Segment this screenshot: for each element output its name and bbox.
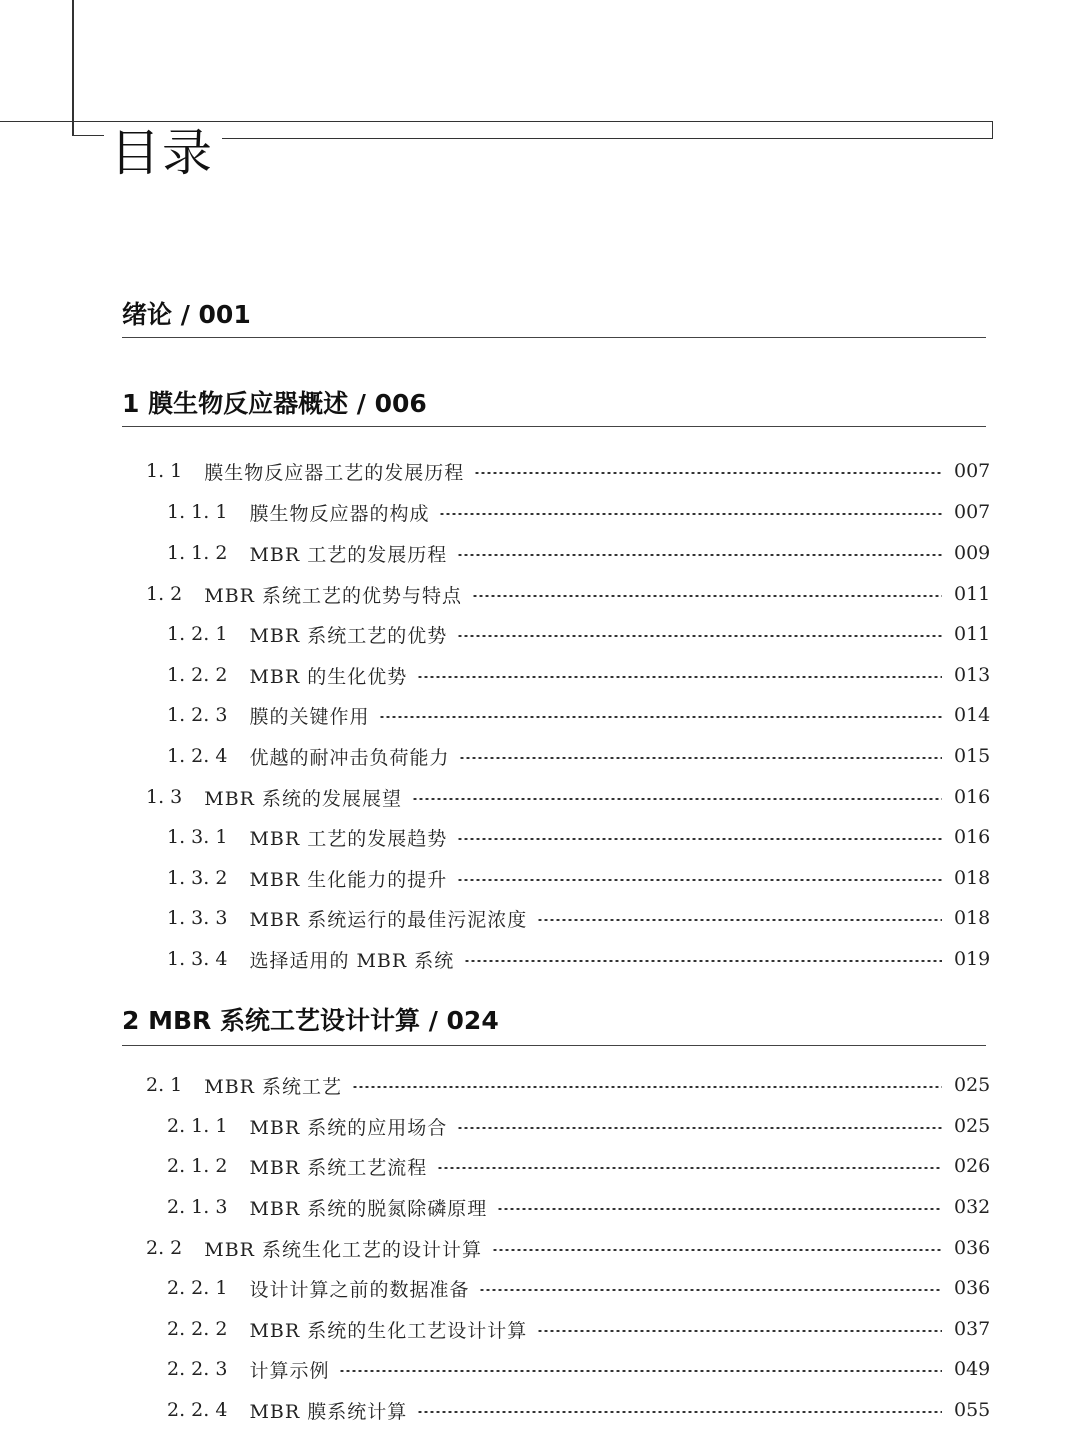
toc-entry-title: MBR 系统工艺的优势与特点 — [204, 584, 463, 607]
toc-entry[interactable] — [167, 619, 991, 649]
toc-entry-number: 1. 2 — [146, 583, 183, 605]
toc-entry-page: 007 — [954, 460, 991, 482]
toc-entry[interactable] — [146, 782, 991, 812]
dot-leader — [492, 1249, 942, 1251]
dot-leader — [412, 798, 942, 800]
toc-entry-number: 1. 1. 1 — [167, 501, 228, 523]
toc-entry-number: 1. 2. 4 — [167, 745, 228, 767]
toc-entry[interactable] — [167, 944, 991, 974]
dot-leader — [497, 1208, 942, 1210]
dot-leader — [537, 1330, 942, 1332]
toc-entry-title: 选择适用的 MBR 系统 — [249, 949, 455, 972]
toc-entry-page: 026 — [954, 1155, 991, 1177]
toc-entry[interactable] — [167, 822, 991, 852]
toc-entry-number: 1. 3. 2 — [167, 867, 228, 889]
toc-entry-title: 设计计算之前的数据准备 — [249, 1278, 470, 1301]
toc-entry-number: 1. 3. 1 — [167, 826, 228, 848]
toc-entry[interactable] — [167, 1192, 991, 1222]
toc-entry-page: 018 — [954, 867, 991, 889]
toc-entry-page: 036 — [954, 1277, 991, 1299]
toc-entry-number: 1. 1. 2 — [167, 542, 228, 564]
toc-entry-page: 016 — [954, 786, 991, 808]
toc-entry-title: MBR 系统工艺流程 — [249, 1156, 428, 1179]
toc-entry-title: MBR 系统工艺 — [204, 1075, 343, 1098]
toc-entry-number: 2. 2. 4 — [167, 1399, 228, 1421]
toc-entry-page: 007 — [954, 501, 991, 523]
toc-entry-title: MBR 膜系统计算 — [249, 1400, 408, 1423]
toc-entry-page: 014 — [954, 704, 991, 726]
dot-leader — [379, 716, 942, 718]
toc-entry[interactable] — [146, 456, 991, 486]
toc-entry-page: 016 — [954, 826, 991, 848]
dot-leader — [457, 1127, 942, 1129]
frame-right-tick — [992, 121, 993, 138]
toc-entry[interactable] — [167, 741, 991, 771]
dot-leader — [464, 960, 942, 962]
dot-leader — [474, 472, 942, 474]
toc-entry-number: 2. 1. 3 — [167, 1196, 228, 1218]
toc-entry-title: 膜生物反应器的构成 — [249, 502, 430, 525]
toc-entry[interactable] — [167, 538, 991, 568]
dot-leader — [417, 676, 942, 678]
toc-entry-page: 019 — [954, 948, 991, 970]
dot-leader — [457, 635, 942, 637]
dot-leader — [339, 1370, 942, 1372]
toc-entry-number: 1. 1 — [146, 460, 183, 482]
dot-leader — [457, 554, 942, 556]
toc-entry-title: 膜生物反应器工艺的发展历程 — [204, 461, 465, 484]
toc-entry[interactable] — [167, 1314, 991, 1344]
toc-entry-page: 049 — [954, 1358, 991, 1380]
toc-entry-number: 2. 1 — [146, 1074, 183, 1096]
toc-entry-page: 055 — [954, 1399, 991, 1421]
toc-entry-page: 032 — [954, 1196, 991, 1218]
toc-entry-number: 1. 2. 2 — [167, 664, 228, 686]
toc-entry-page: 011 — [954, 623, 991, 645]
section-rule — [122, 1045, 986, 1046]
toc-entry-title: MBR 系统生化工艺的设计计算 — [204, 1238, 483, 1261]
toc-entry-title: MBR 系统的生化工艺设计计算 — [249, 1319, 528, 1342]
toc-entry-title: MBR 系统工艺的优势 — [249, 624, 448, 647]
title-rule-right — [222, 138, 993, 139]
toc-entry-page: 025 — [954, 1074, 991, 1096]
dot-leader — [457, 879, 942, 881]
dot-leader — [437, 1167, 942, 1169]
dot-leader — [439, 513, 942, 515]
toc-entry-page: 036 — [954, 1237, 991, 1259]
toc-entry-number: 2. 1. 1 — [167, 1115, 228, 1137]
frame-vertical-rule — [72, 0, 74, 135]
page-title: 目录 — [110, 124, 214, 182]
toc-entry[interactable] — [167, 1354, 991, 1384]
toc-entry[interactable] — [146, 579, 991, 609]
toc-entry-title: 优越的耐冲击负荷能力 — [249, 746, 450, 769]
section-rule — [122, 337, 986, 338]
toc-entry-title: MBR 生化能力的提升 — [249, 868, 448, 891]
toc-entry-number: 1. 2. 3 — [167, 704, 228, 726]
toc-entry-number: 2. 2 — [146, 1237, 183, 1259]
toc-entry[interactable] — [167, 1273, 991, 1303]
toc-entry-page: 018 — [954, 907, 991, 929]
toc-entry[interactable] — [146, 1233, 991, 1263]
dot-leader — [479, 1289, 942, 1291]
toc-entry-number: 2. 2. 3 — [167, 1358, 228, 1380]
toc-entry-title: MBR 系统的应用场合 — [249, 1116, 448, 1139]
dot-leader — [537, 919, 942, 921]
section-heading-chapter-1[interactable]: 1 膜生物反应器概述 / 006 — [122, 389, 427, 418]
toc-entry-number: 1. 3 — [146, 786, 183, 808]
toc-entry-page: 011 — [954, 583, 991, 605]
toc-entry-number: 2. 1. 2 — [167, 1155, 228, 1177]
toc-entry[interactable] — [167, 497, 991, 527]
toc-entry-page: 015 — [954, 745, 991, 767]
toc-entry-number: 2. 2. 1 — [167, 1277, 228, 1299]
toc-entry[interactable] — [146, 1070, 991, 1100]
dot-leader — [459, 757, 942, 759]
dot-leader — [457, 838, 942, 840]
toc-entry-number: 1. 3. 3 — [167, 907, 228, 929]
toc-entry[interactable] — [167, 1151, 991, 1181]
toc-entry[interactable] — [167, 903, 991, 933]
toc-entry-number: 1. 3. 4 — [167, 948, 228, 970]
section-heading-chapter-2[interactable]: 2 MBR 系统工艺设计计算 / 024 — [122, 1006, 499, 1035]
toc-entry-title: 计算示例 — [249, 1359, 330, 1382]
toc-entry[interactable] — [167, 660, 991, 690]
section-rule — [122, 426, 986, 427]
toc-entry[interactable] — [167, 1395, 991, 1425]
dot-leader — [417, 1411, 942, 1413]
toc-entry-page: 009 — [954, 542, 991, 564]
dot-leader — [472, 595, 942, 597]
toc-entry-title: MBR 工艺的发展历程 — [249, 543, 448, 566]
toc-entry-title: MBR 工艺的发展趋势 — [249, 827, 448, 850]
toc-entry-page: 025 — [954, 1115, 991, 1137]
title-rule-left — [72, 135, 104, 136]
toc-entry-number: 1. 2. 1 — [167, 623, 228, 645]
toc-entry-title: MBR 系统的脱氮除磷原理 — [249, 1197, 488, 1220]
toc-entry-page: 037 — [954, 1318, 991, 1340]
toc-entry-title: 膜的关键作用 — [249, 705, 370, 728]
toc-entry-title: MBR 的生化优势 — [249, 665, 408, 688]
toc-entry[interactable] — [167, 863, 991, 893]
toc-entry[interactable] — [167, 1111, 991, 1141]
toc-entry-title: MBR 系统运行的最佳污泥浓度 — [249, 908, 528, 931]
toc-entry-page: 013 — [954, 664, 991, 686]
dot-leader — [352, 1086, 942, 1088]
toc-entry-number: 2. 2. 2 — [167, 1318, 228, 1340]
section-heading-intro[interactable]: 绪论 / 001 — [122, 300, 251, 329]
toc-entry-title: MBR 系统的发展展望 — [204, 787, 403, 810]
toc-entry[interactable] — [167, 700, 991, 730]
